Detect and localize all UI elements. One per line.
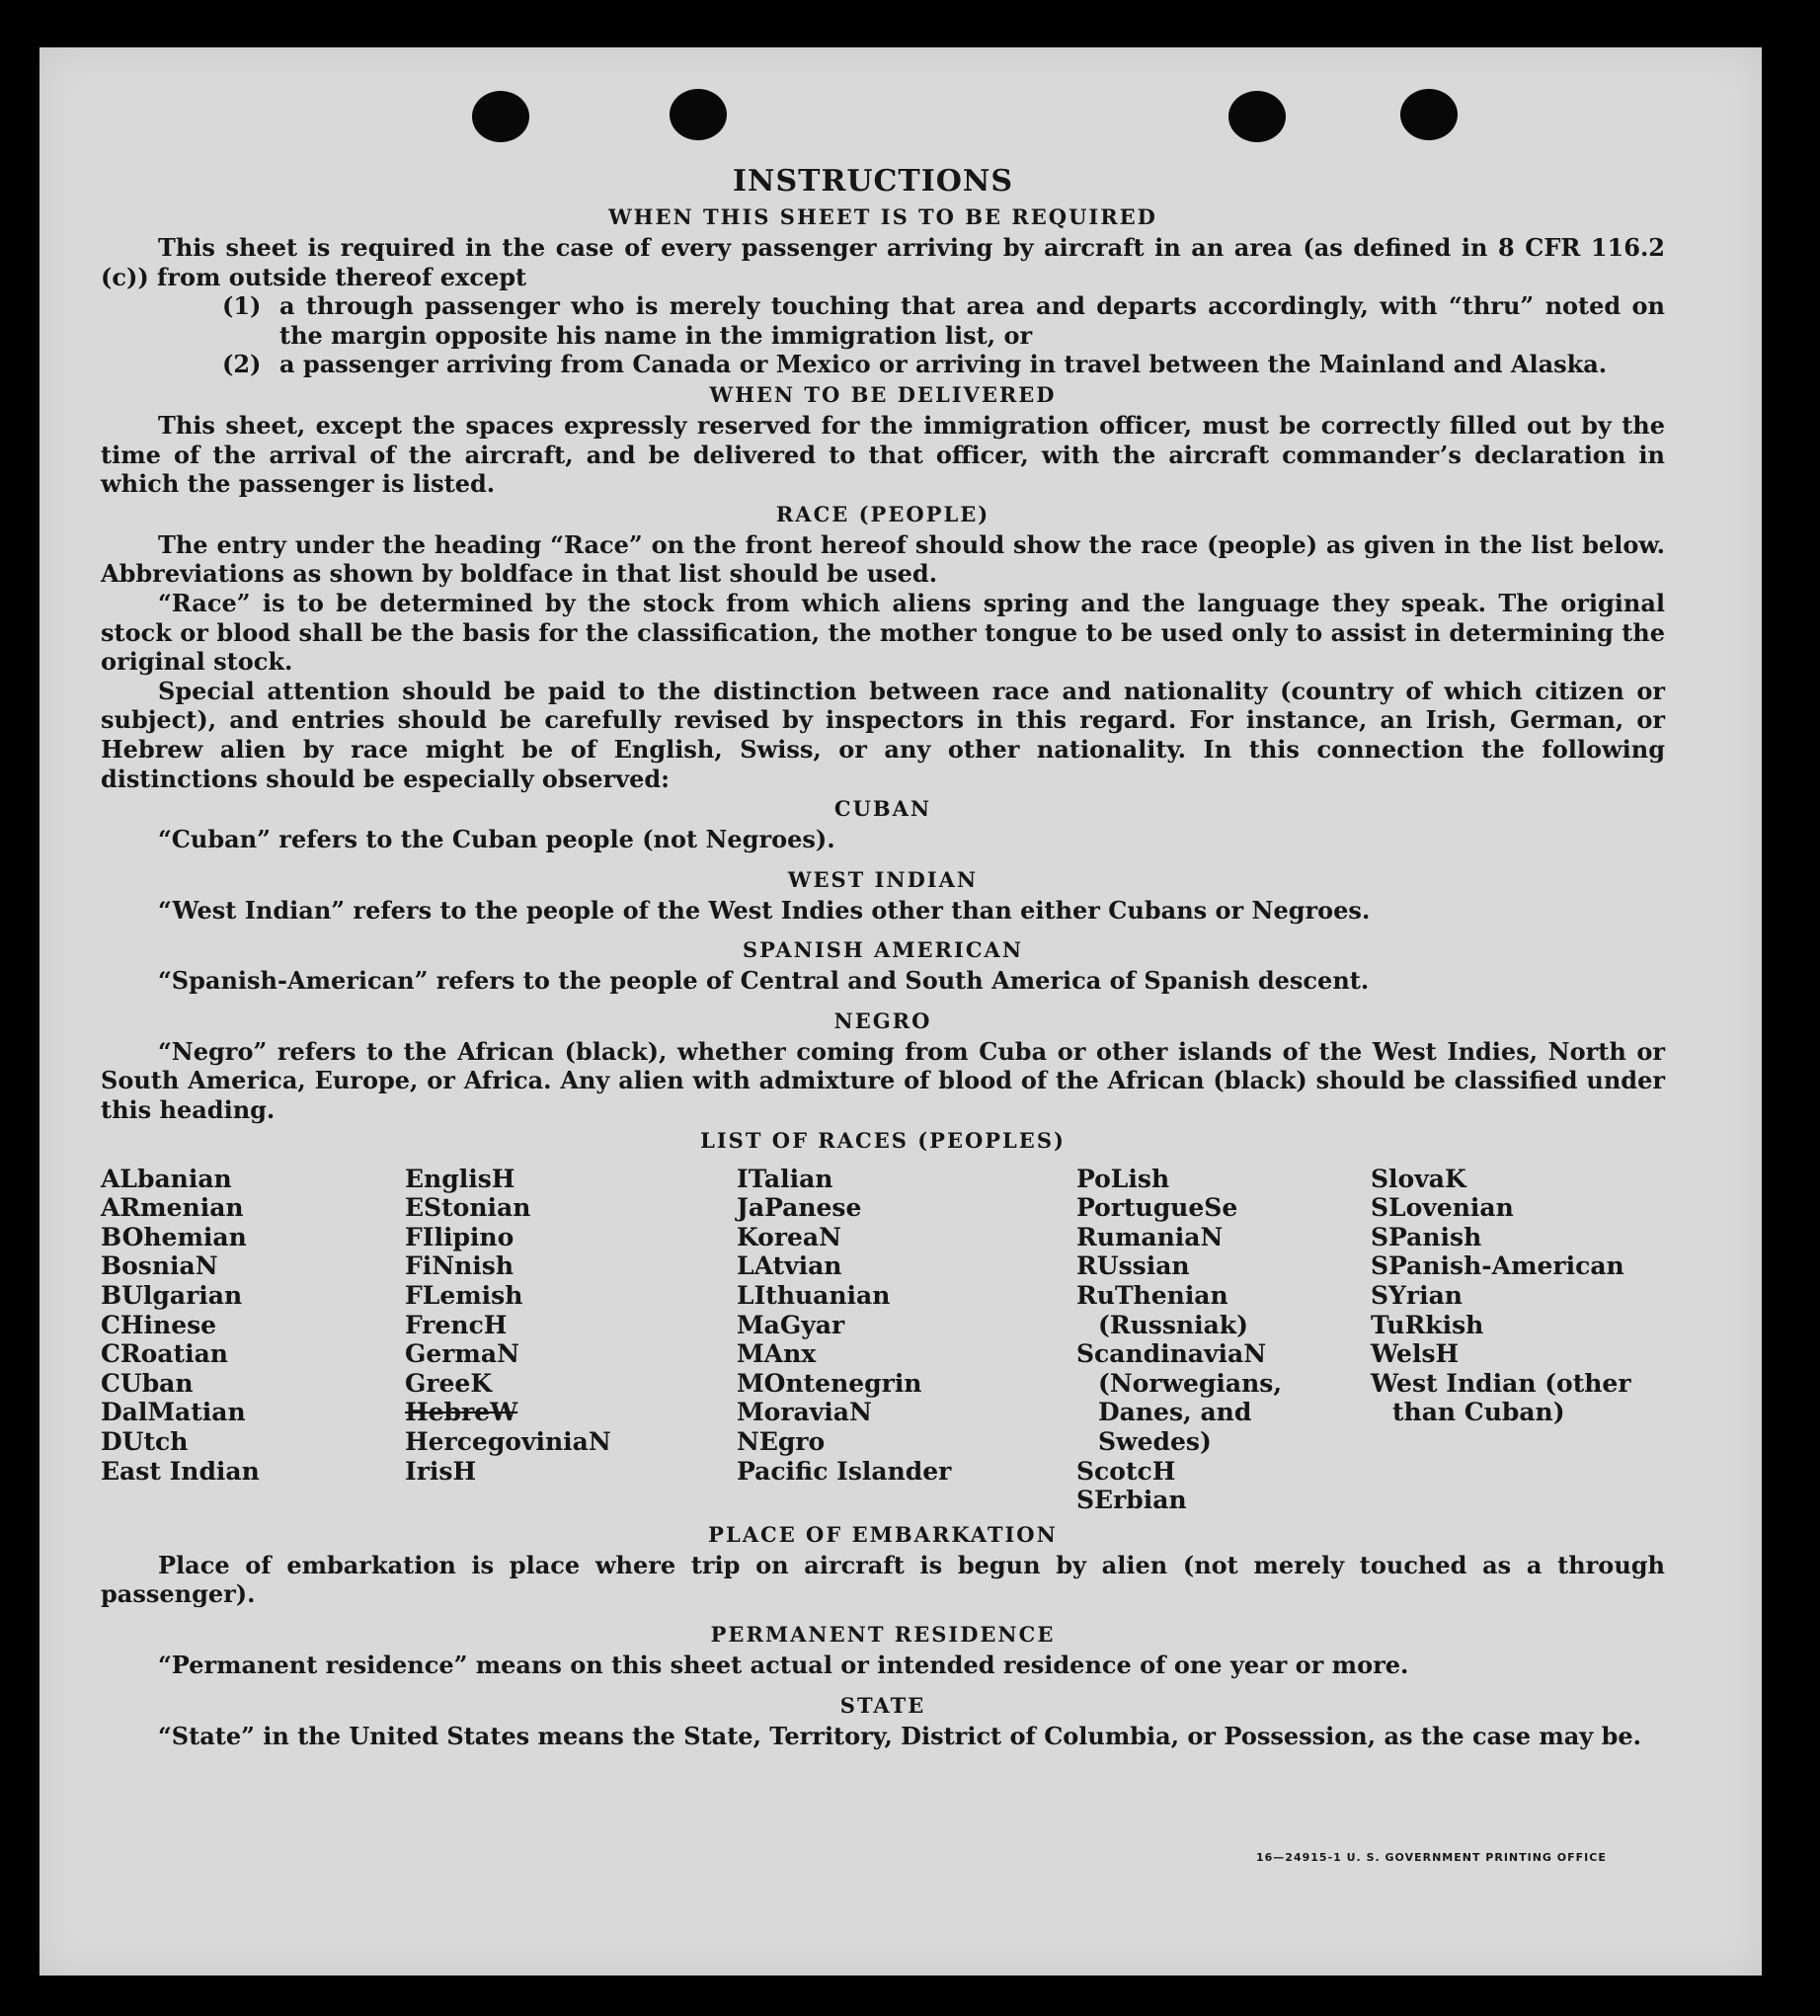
race-column — [1076, 1165, 1371, 1515]
race-entry: ITalian — [737, 1164, 833, 1193]
cuban-text: “Cuban” refers to the Cuban people (not Negroes). — [158, 825, 835, 854]
race-entry: DalMatian — [101, 1398, 246, 1427]
race-entry: SPanish-American — [1371, 1251, 1624, 1281]
negro-text: “Negro” refers to the African (black), whether coming from Cuba or other islands of the West Indies, North or South America, Europe, or Africa. Any alien with admixture of blood of the African (black) should be classified under this heading. — [101, 1036, 1665, 1125]
heading-permanent-residence: PERMANENT RESIDENCE — [710, 1621, 1056, 1647]
when-required-intro: This sheet is required in the case of every passenger arriving by aircraft in an area (as defined in 8 CFR 116.2 (c)) from outside thereof except — [101, 233, 1665, 291]
race-entry: RumaniaN — [1076, 1222, 1224, 1251]
race-entry: CUban — [101, 1368, 194, 1398]
race-entry-struck: HebreW — [405, 1398, 518, 1427]
race-entry: JaPanese — [737, 1193, 862, 1223]
punch-hole — [1228, 91, 1286, 142]
document-sheet — [40, 47, 1762, 1976]
heading-embarkation: PLACE OF EMBARKATION — [708, 1521, 1058, 1547]
race-column — [101, 1165, 405, 1515]
race-entry: GermaN — [405, 1339, 519, 1369]
race-entry: PoLish — [1076, 1164, 1170, 1193]
state-text: “State” in the United States means the State, Territory, District of Columbia, or Possession, as the case may be. — [158, 1721, 1641, 1750]
punch-hole — [670, 89, 727, 140]
race-entry: FIlipino — [405, 1222, 514, 1251]
race-entry: SLovenian — [1371, 1193, 1514, 1223]
heading-west-indian: WEST INDIAN — [787, 866, 979, 892]
race-entry: KoreaN — [737, 1222, 841, 1251]
race-entry: RUssian — [1076, 1251, 1190, 1281]
race-entry: EStonian — [405, 1193, 531, 1223]
race-entry: TuRkish — [1371, 1310, 1484, 1339]
race-entry: East Indian — [101, 1456, 260, 1486]
exception-text: a through passenger who is merely touching that area and departs accordingly, with “thru” noted on the margin opposite his name in the immigration list, or — [279, 291, 1665, 350]
race-paragraph-2: “Race” is to be determined by the stock from which aliens spring and the language they speak. The original stock or blood shall be the basis for the classification, the mother tongue to be used only to assist in determining the original stock. — [101, 588, 1665, 677]
spanish-american-text: “Spanish-American” refers to the people of Central and South America of Spanish descent. — [158, 966, 1370, 996]
race-entry: BUlgarian — [101, 1281, 243, 1311]
race-entry: Pacific Islander — [737, 1456, 952, 1486]
race-paragraph-1: The entry under the heading “Race” on the front hereof should show the race (people) as given in the list below. Abbreviations as shown by boldface in that list should be used. — [101, 529, 1665, 589]
race-entry: LIthuanian — [737, 1281, 891, 1311]
race-entry: West Indian (other than Cuban) — [1371, 1368, 1631, 1427]
race-paragraph-3: Special attention should be paid to the distinction between race and nationality (country of which citizen or subject), and entries should be carefully revised by inspectors in this regard. For instance, an Irish, German, or Hebrew alien by race might be of English, Swiss, or any other nationality. In this connection the following distinctions should be especially observed: — [101, 676, 1665, 793]
race-entry: SlovaK — [1371, 1164, 1466, 1193]
race-entry: MAnx — [737, 1339, 817, 1369]
race-entry: SPanish — [1371, 1222, 1482, 1251]
race-entry: CHinese — [101, 1310, 217, 1339]
exception-text: a passenger arriving from Canada or Mexico or arriving in travel between the Mainland and Alaska. — [279, 350, 1608, 379]
heading-negro: NEGRO — [833, 1008, 932, 1033]
race-entry: FLemish — [405, 1281, 523, 1311]
race-entry: FrencH — [405, 1310, 508, 1339]
page-title: INSTRUCTIONS — [733, 164, 1013, 199]
race-entry: CRoatian — [101, 1339, 228, 1369]
race-column — [737, 1165, 1076, 1515]
race-entry: MoraviaN — [737, 1398, 872, 1427]
heading-list-of-races: LIST OF RACES (PEOPLES) — [700, 1127, 1066, 1153]
punch-hole — [472, 91, 529, 142]
race-list — [101, 1165, 1665, 1515]
race-entry: RuThenian (Russniak) — [1076, 1281, 1248, 1339]
heading-spanish-american: SPANISH AMERICAN — [742, 937, 1024, 963]
race-entry: LAtvian — [737, 1251, 842, 1281]
race-entry: ARmenian — [101, 1193, 244, 1223]
heading-state: STATE — [839, 1692, 926, 1718]
embarkation-text: Place of embarkation is place where trip on aircraft is begun by alien (not merely touched as a through passenger). — [101, 1550, 1665, 1609]
exception-number: (1) — [222, 291, 262, 321]
race-entry: ScotcH — [1076, 1456, 1176, 1486]
instructions-content — [101, 164, 1665, 1750]
race-entry: MOntenegrin — [737, 1368, 922, 1398]
permanent-residence-text: “Permanent residence” means on this sheet actual or intended residence of one year or more. — [158, 1650, 1409, 1679]
exception-item — [222, 350, 1665, 379]
race-entry: GreeK — [405, 1368, 493, 1398]
race-entry: DUtch — [101, 1427, 189, 1456]
race-entry: SYrian — [1371, 1281, 1463, 1311]
race-entry: ALbanian — [101, 1164, 232, 1193]
race-entry: MaGyar — [737, 1310, 845, 1339]
exception-item — [222, 291, 1665, 350]
exception-number: (2) — [222, 350, 262, 379]
race-entry: WelsH — [1371, 1339, 1460, 1369]
race-column — [405, 1165, 737, 1515]
heading-race: RACE (PEOPLE) — [775, 501, 990, 526]
race-entry: PortugueSe — [1076, 1193, 1238, 1223]
race-entry: BosniaN — [101, 1251, 218, 1281]
heading-when-delivered: WHEN TO BE DELIVERED — [709, 381, 1057, 407]
race-entry: HercegoviniaN — [405, 1427, 611, 1456]
race-column — [1371, 1165, 1665, 1515]
heading-cuban: CUBAN — [833, 796, 932, 822]
race-entry: IrisH — [405, 1456, 477, 1486]
race-entry: EnglisH — [405, 1164, 515, 1193]
west-indian-text: “West Indian” refers to the people of the West Indies other than either Cubans or Negroes. — [158, 895, 1371, 925]
race-entry: FiNnish — [405, 1251, 514, 1281]
race-entry: ScandinaviaN (Norwegians, Danes, and Swedes) — [1076, 1339, 1283, 1456]
heading-when-required: WHEN THIS SHEET IS TO BE REQUIRED — [608, 204, 1157, 229]
race-entry: BOhemian — [101, 1222, 247, 1251]
race-entry: SErbian — [1076, 1486, 1187, 1515]
when-delivered-text: This sheet, except the spaces expressly reserved for the immigration officer, must be correctly filled out by the time of the arrival of the aircraft, and be delivered to that officer, with the aircraft commander’s declaration in which the passenger is listed. — [101, 410, 1665, 499]
punch-hole — [1400, 89, 1458, 140]
printing-office-code: 16—24915-1 U. S. GOVERNMENT PRINTING OFFICE — [1256, 1851, 1607, 1864]
race-entry: NEgro — [737, 1427, 826, 1456]
